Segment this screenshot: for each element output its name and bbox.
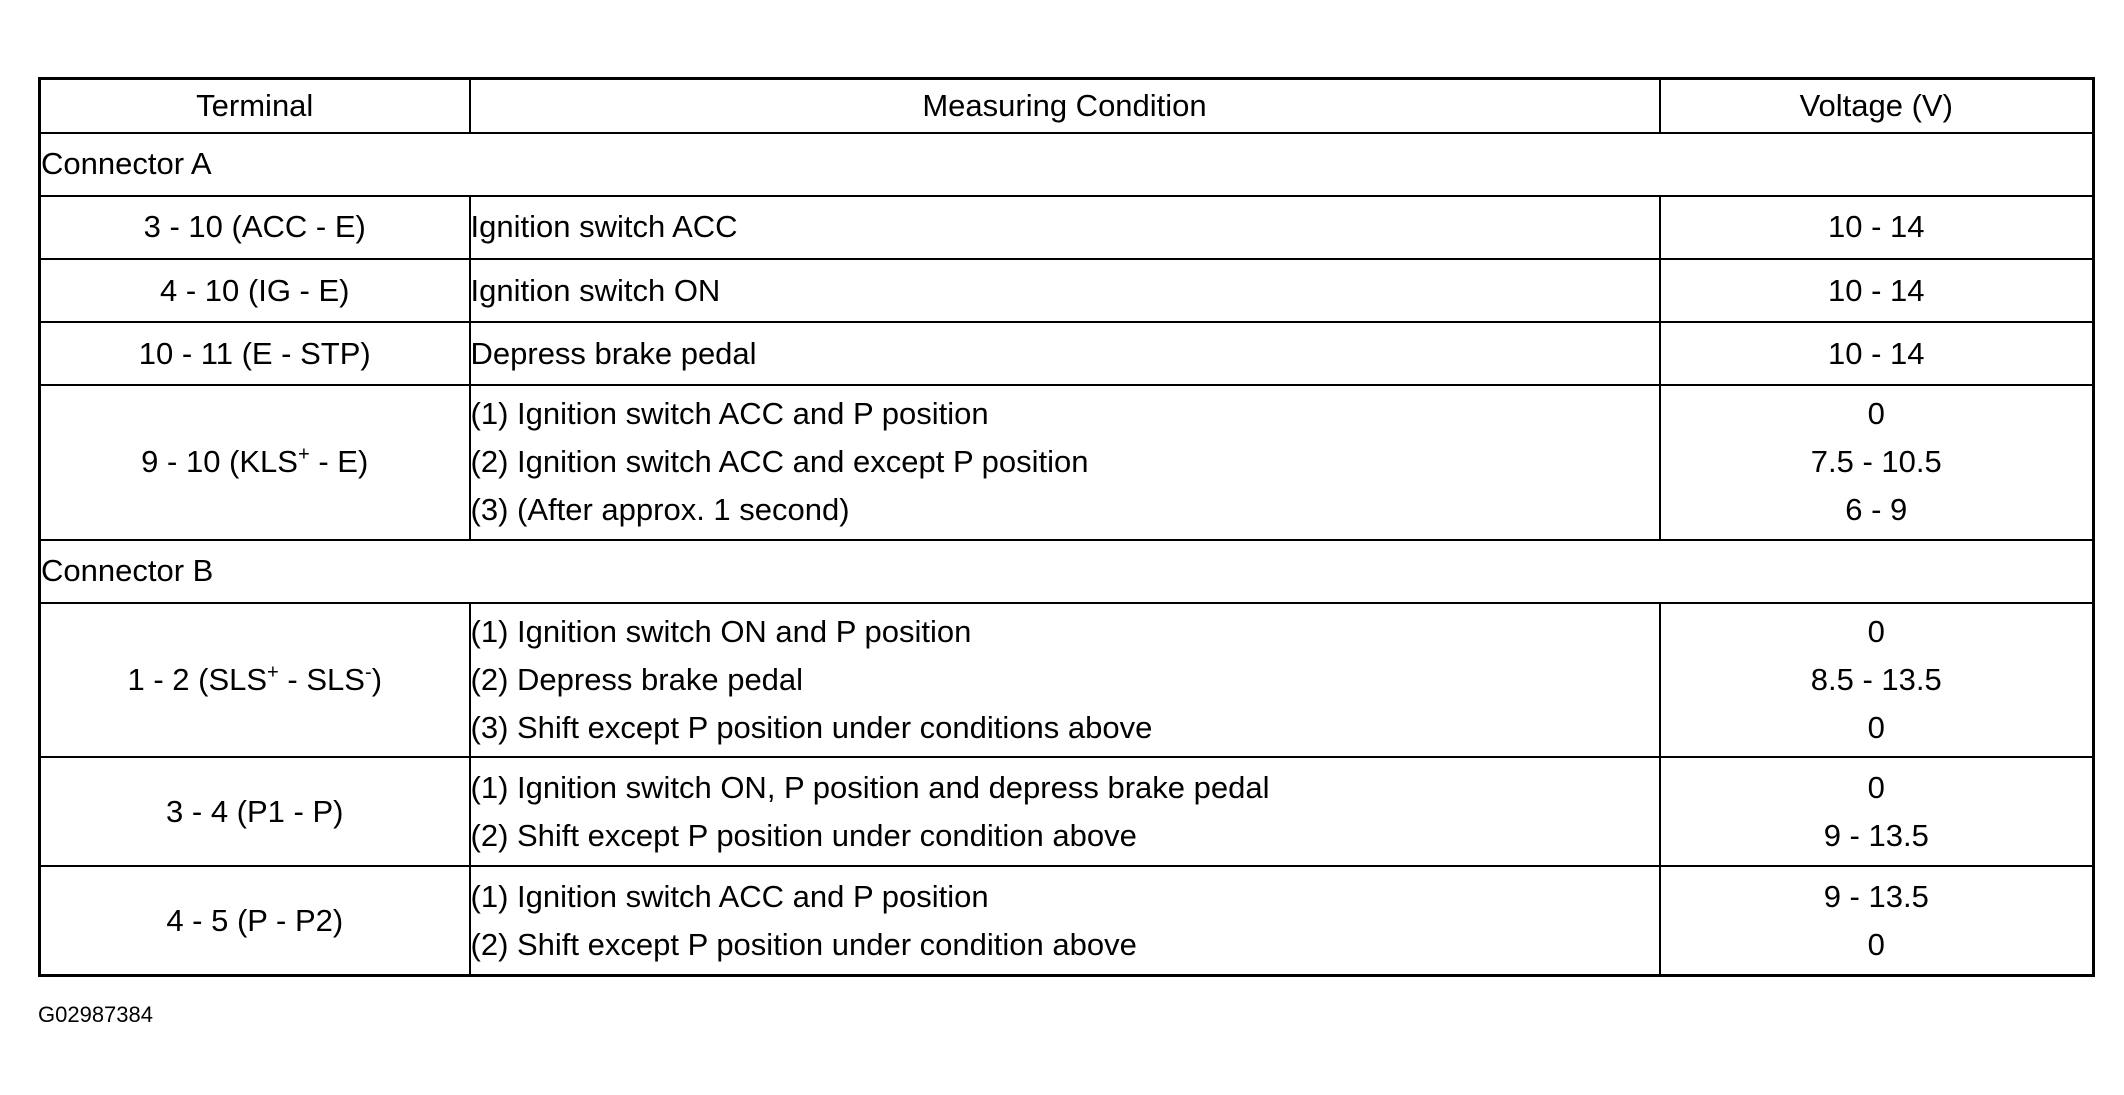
terminal-voltage-table [38, 77, 2095, 977]
voltage-cell [1660, 866, 2094, 975]
voltage-cell: 10 - 14 [1660, 196, 2094, 259]
voltage-line: 9 - 13.5 [1823, 878, 1929, 914]
terminal-cell: 10 - 11 (E - STP) [40, 322, 470, 385]
voltage-cell: 10 - 14 [1660, 322, 2094, 385]
voltage-line: 7.5 - 10.5 [1810, 444, 1942, 480]
condition-line: (3) (After approx. 1 second) [470, 492, 850, 528]
condition-cell [470, 603, 1660, 758]
condition-cell [470, 866, 1660, 975]
terminal-cell: 1 - 2 (SLS+ - SLS-) [40, 603, 470, 758]
voltage-cell [1660, 385, 2094, 540]
voltage-line: 9 - 13.5 [1823, 817, 1929, 853]
voltage-cell [1660, 757, 2094, 866]
condition-cell: Depress brake pedal [470, 322, 1660, 385]
table-row [40, 196, 2094, 259]
table-row [40, 866, 2094, 975]
connector-b-label: Connector B [40, 540, 2094, 603]
voltage-cell [1660, 603, 2094, 758]
condition-line: (2) Depress brake pedal [470, 662, 804, 697]
condition-line: (1) Ignition switch ON and P position [470, 614, 972, 649]
voltage-line: 0 [1867, 614, 1885, 649]
condition-line: (2) Ignition switch ACC and except P position [470, 444, 1089, 480]
terminal-cell: 4 - 5 (P - P2) [40, 866, 470, 975]
section-connector-b [40, 540, 2094, 603]
condition-line: (1) Ignition switch ACC and P position [470, 396, 989, 432]
condition-line: (1) Ignition switch ACC and P position [470, 878, 989, 914]
voltage-line: 0 [1867, 926, 1885, 962]
condition-line: (2) Shift except P position under condition above [470, 817, 1137, 853]
table-row [40, 757, 2094, 866]
condition-line: (2) Shift except P position under condition above [470, 926, 1137, 962]
terminal-cell: 3 - 4 (P1 - P) [40, 757, 470, 866]
condition-cell: Ignition switch ACC [470, 196, 1660, 259]
terminal-cell: 4 - 10 (IG - E) [40, 259, 470, 322]
condition-line: (3) Shift except P position under conditions above [470, 710, 1153, 745]
voltage-line: 0 [1867, 396, 1885, 432]
condition-line: (1) Ignition switch ON, P position and depress brake pedal [470, 769, 1270, 805]
voltage-line: 0 [1867, 710, 1885, 745]
terminal-cell: 9 - 10 (KLS+ - E) [40, 385, 470, 540]
table-row [40, 322, 2094, 385]
table-row [40, 259, 2094, 322]
voltage-cell: 10 - 14 [1660, 259, 2094, 322]
voltage-line: 8.5 - 13.5 [1810, 662, 1942, 697]
connector-a-label: Connector A [40, 133, 2094, 196]
condition-cell [470, 757, 1660, 866]
figure-id: G02987384 [38, 1002, 153, 1027]
voltage-line: 0 [1867, 769, 1885, 805]
terminal-cell: 3 - 10 (ACC - E) [40, 196, 470, 259]
voltage-line: 6 - 9 [1845, 492, 1908, 528]
condition-cell [470, 385, 1660, 540]
header-measuring-condition: Measuring Condition [470, 79, 1660, 133]
table-row [40, 603, 2094, 758]
table-row [40, 385, 2094, 540]
condition-cell: Ignition switch ON [470, 259, 1660, 322]
header-row [40, 79, 2094, 133]
header-terminal: Terminal [40, 79, 470, 133]
section-connector-a [40, 133, 2094, 196]
header-voltage: Voltage (V) [1660, 79, 2094, 133]
